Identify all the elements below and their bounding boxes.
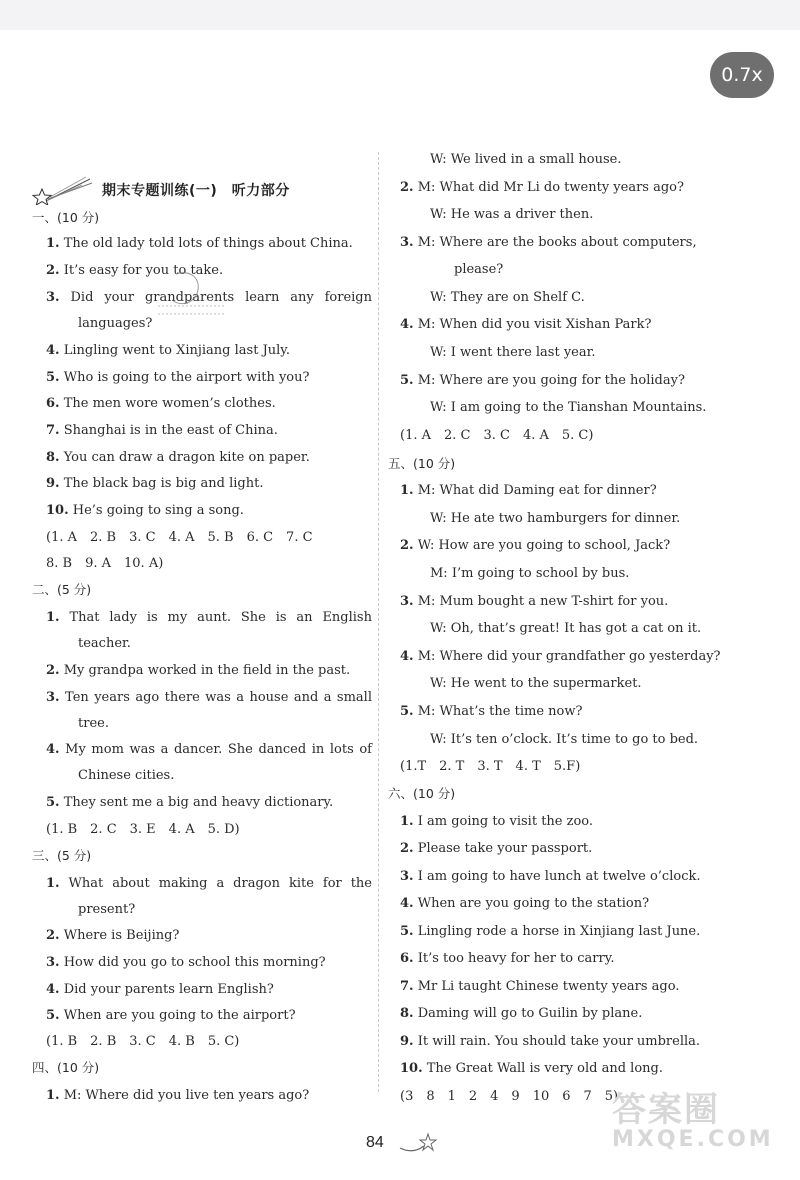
- page-number: 84: [366, 1134, 384, 1151]
- answer-key: (1. A 2. C 3. C 4. A 5. C): [400, 428, 594, 443]
- dialogue-line: W: He went to the supermarket.: [430, 676, 642, 691]
- list-item: 3. Did your grandparents learn any foreign: [46, 290, 372, 305]
- list-item: 7. Mr Li taught Chinese twenty years ago.: [400, 979, 680, 994]
- dialogue-line: W: He was a driver then.: [430, 207, 594, 222]
- dialogue-line: M: I’m going to school by bus.: [430, 566, 630, 581]
- list-item: 5. Who is going to the airport with you?: [46, 370, 310, 385]
- answer-key: (3 8 1 2 4 9 10 6 7 5): [400, 1089, 619, 1104]
- list-item: 4. My mom was a dancer. She danced in lots of: [46, 742, 372, 757]
- answer-key: (1. B 2. B 3. C 4. B 5. C): [46, 1034, 240, 1049]
- watermark-logo-text: 答案圈: [612, 1090, 720, 1130]
- section-heading-1: 一、(10 分): [32, 210, 100, 225]
- dialogue-line: W: It’s ten o’clock. It’s time to go to bed.: [430, 732, 699, 747]
- stamp-mark-icon: [148, 270, 238, 330]
- list-item-continued: Chinese cities.: [78, 768, 175, 783]
- list-item: 1. What about making a dragon kite for the: [46, 876, 372, 891]
- dialogue-line: W: I am going to the Tianshan Mountains.: [430, 400, 707, 415]
- dialogue-line: 3. M: Mum bought a new T-shirt for you.: [400, 594, 669, 609]
- list-item: 2. My grandpa worked in the field in the past.: [46, 663, 351, 678]
- list-item: 7. Shanghai is in the east of China.: [46, 423, 278, 438]
- list-item: 1. The old lady told lots of things about China.: [46, 236, 353, 251]
- dialogue-line-continued: please?: [454, 262, 504, 277]
- section-heading-6: 六、(10 分): [388, 786, 456, 801]
- dialogue-line: 4. M: Where did your grandfather go yesterday?: [400, 649, 721, 664]
- list-item: 10. The Great Wall is very old and long.: [400, 1061, 663, 1076]
- list-item: 1. That lady is my aunt. She is an English: [46, 610, 372, 625]
- list-item: 1. M: Where did you live ten years ago?: [46, 1088, 310, 1103]
- list-item: 4. When are you going to the station?: [400, 896, 650, 911]
- section-heading-3: 三、(5 分): [32, 848, 92, 863]
- dialogue-line: 2. M: What did Mr Li do twenty years ago?: [400, 180, 684, 195]
- list-item-continued: teacher.: [78, 636, 131, 651]
- dialogue-line: 4. M: When did you visit Xishan Park?: [400, 317, 652, 332]
- list-item: 6. It’s too heavy for her to carry.: [400, 951, 615, 966]
- shooting-star-icon: [32, 175, 94, 205]
- list-item: 3. How did you go to school this morning?: [46, 955, 326, 970]
- dialogue-line: W: We lived in a small house.: [430, 152, 622, 167]
- section-heading-5: 五、(10 分): [388, 456, 456, 471]
- list-item: 1. I am going to visit the zoo.: [400, 814, 594, 829]
- dialogue-line: 5. M: What’s the time now?: [400, 704, 583, 719]
- list-item: 9. The black bag is big and light.: [46, 476, 264, 491]
- page-decoration-icon: [398, 1132, 440, 1154]
- answer-key: (1. B 2. C 3. E 4. A 5. D): [46, 822, 240, 837]
- list-item: 4. Lingling went to Xinjiang last July.: [46, 343, 291, 358]
- list-item-continued: languages?: [78, 316, 153, 331]
- viewer-top-bar: [0, 0, 800, 30]
- section-heading-2: 二、(5 分): [32, 582, 92, 597]
- list-item-continued: tree.: [78, 716, 109, 731]
- list-item: 2. Where is Beijing?: [46, 928, 180, 943]
- watermark-url: MXQE.COM: [612, 1127, 774, 1152]
- dialogue-line: 1. M: What did Daming eat for dinner?: [400, 483, 657, 498]
- list-item: 2. Please take your passport.: [400, 841, 593, 856]
- dialogue-line: W: I went there last year.: [430, 345, 596, 360]
- list-item: 8. You can draw a dragon kite on paper.: [46, 450, 310, 465]
- list-item: 6. The men wore women’s clothes.: [46, 396, 276, 411]
- page-title: 期末专题训练(一) 听力部分: [102, 183, 290, 199]
- dialogue-line: 3. M: Where are the books about computers,: [400, 235, 697, 250]
- list-item: 3. I am going to have lunch at twelve o’clock.: [400, 869, 701, 884]
- answer-key: (1.T 2. T 3. T 4. T 5.F): [400, 759, 581, 774]
- answer-key: (1. A 2. B 3. C 4. A 5. B 6. C 7. C: [46, 530, 313, 545]
- list-item: 5. Lingling rode a horse in Xinjiang last June.: [400, 924, 701, 939]
- dialogue-line: W: He ate two hamburgers for dinner.: [430, 511, 681, 526]
- section-heading-4: 四、(10 分): [32, 1060, 100, 1075]
- column-divider: [378, 152, 379, 1092]
- list-item: 4. Did your parents learn English?: [46, 982, 274, 997]
- section-title-row: [32, 178, 290, 202]
- dialogue-line: 2. W: How are you going to school, Jack?: [400, 538, 671, 553]
- list-item: 9. It will rain. You should take your umbrella.: [400, 1034, 701, 1049]
- list-item: 10. He’s going to sing a song.: [46, 503, 244, 518]
- dialogue-line: 5. M: Where are you going for the holiday?: [400, 373, 685, 388]
- dialogue-line: W: Oh, that’s great! It has got a cat on it.: [430, 621, 702, 636]
- list-item: 5. When are you going to the airport?: [46, 1008, 296, 1023]
- list-item: 3. Ten years ago there was a house and a small: [46, 690, 373, 705]
- dialogue-line: W: They are on Shelf C.: [430, 290, 585, 305]
- list-item-continued: present?: [78, 902, 136, 917]
- list-item: 8. Daming will go to Guilin by plane.: [400, 1006, 643, 1021]
- list-item: 5. They sent me a big and heavy dictionary.: [46, 795, 334, 810]
- list-item: 2. It’s easy for you to take.: [46, 263, 224, 278]
- answer-key: 8. B 9. A 10. A): [46, 556, 164, 571]
- zoom-level-button[interactable]: 0.7x: [710, 52, 774, 98]
- site-watermark: [612, 1082, 774, 1152]
